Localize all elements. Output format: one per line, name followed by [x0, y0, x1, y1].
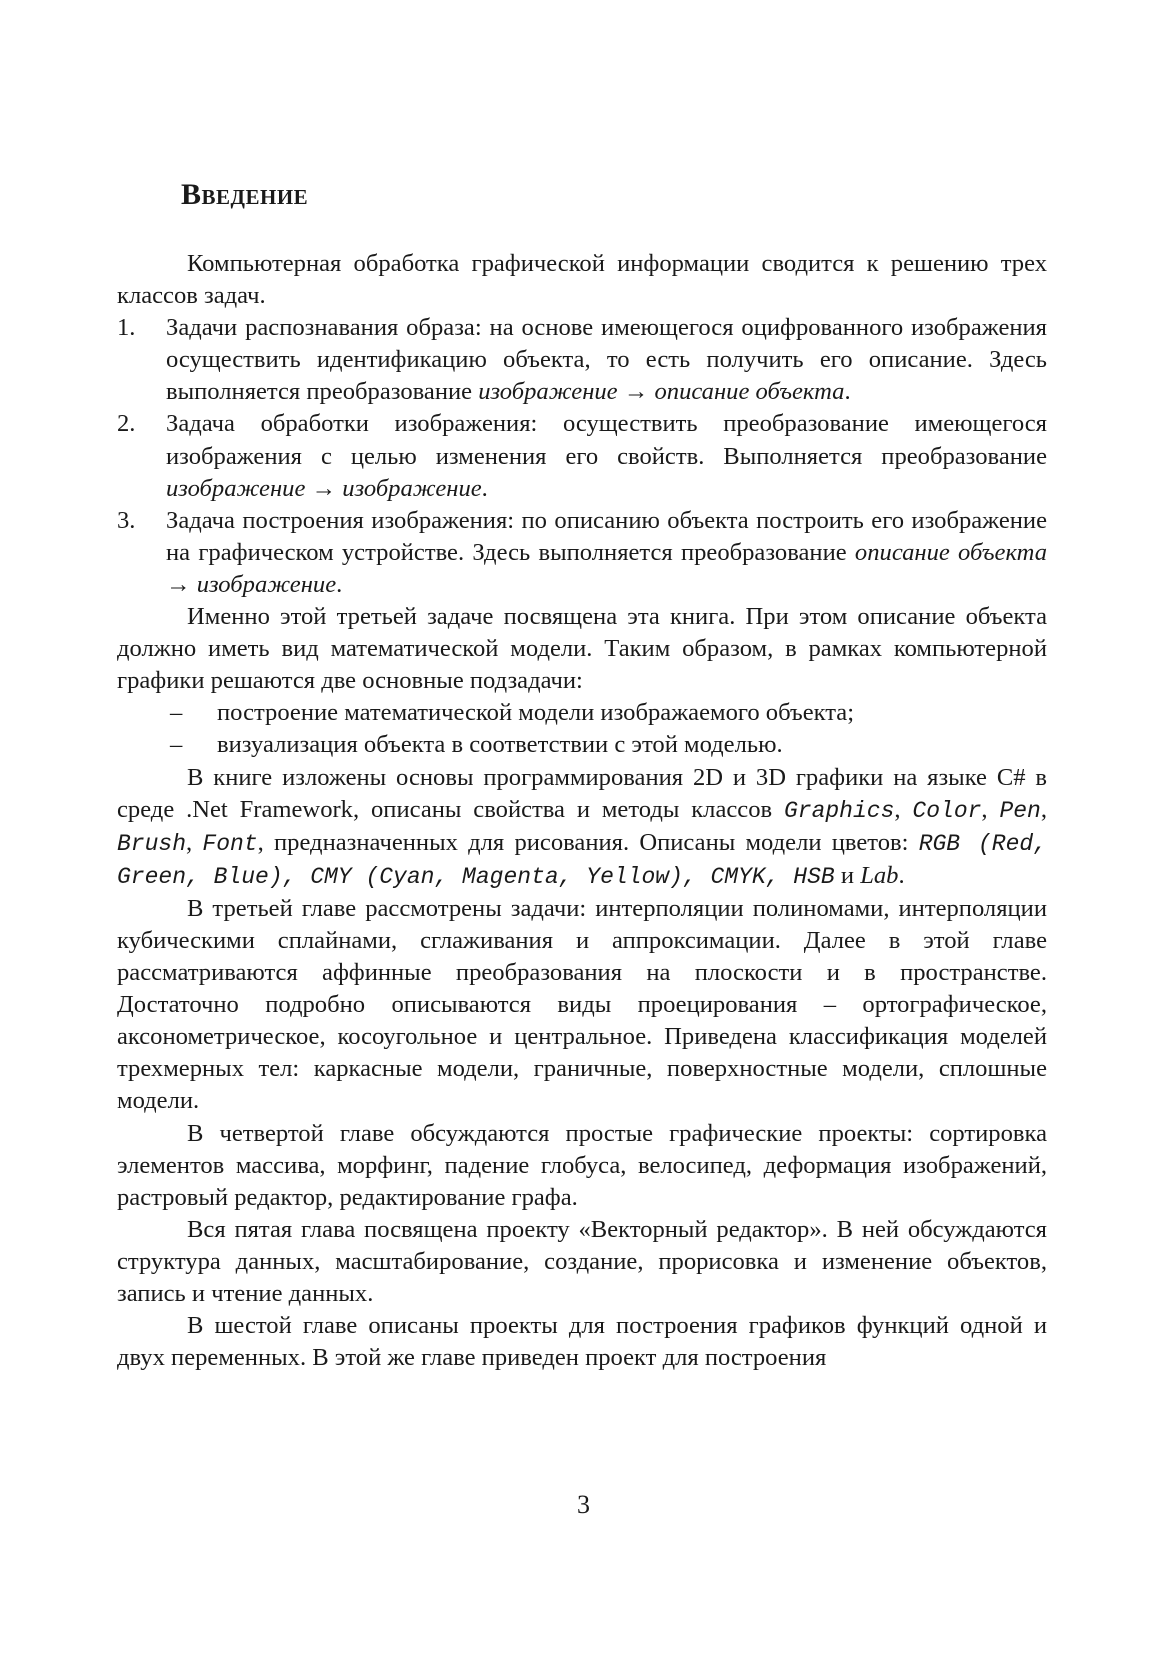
- class-name: Pen: [999, 797, 1041, 824]
- text-run: , предназначенных для рисования. Описаны модели цветов:: [257, 828, 919, 856]
- text-run: ,: [186, 828, 203, 856]
- dash-marker: –: [170, 731, 183, 759]
- page-title: Введение: [181, 178, 309, 211]
- paragraph-book-contents: [117, 762, 1047, 893]
- intro-paragraph: Компьютерная обработка графической информации сводится к решению трех классов задач.: [117, 250, 1047, 310]
- list-item: [117, 408, 1047, 504]
- text-run: ,: [1040, 795, 1048, 823]
- paragraph-chapter-5: Вся пятая глава посвящена проекту «Векторный редактор». В ней обсуждаются структура данных, масштабирование, создание, прорисовка и изменение объектов, запись и чтение данных.: [117, 1215, 1047, 1307]
- class-name: Font: [202, 830, 258, 857]
- task-list: [117, 312, 1047, 601]
- list-item: [117, 505, 1047, 601]
- list-text-end: .: [336, 570, 343, 598]
- paragraph-chapter-3: В третьей главе рассмотрены задачи: интерполяции полиномами, интерполяции кубическими сплайнами, сглаживания и аппроксимации. Далее в этой главе рассматриваются аффинные преобразования на плоскости и в пространстве. Достаточно подробно описываются виды проецирования – ортографическое, аксонометрическое, косоугольное и центральное. Приведена классификация моделей трехмерных тел: каркасные модели, граничные, поверхностные модели, сплошные модели.: [117, 894, 1047, 1115]
- paragraph-chapter-6: В шестой главе описаны проекты для построения графиков функций одной и двух переменных. В этой же главе приведен проект для построения: [117, 1312, 1047, 1372]
- text-run: В книге изложены основы программирования 2D и 3D графики на языке C# в среде .Net Framework, описаны свойства и методы классов: [117, 763, 1047, 823]
- color-model-lab: Lab: [860, 861, 899, 889]
- list-emphasis: изображение → описание объекта: [478, 378, 845, 406]
- list-number: 3.: [117, 506, 136, 534]
- dash-marker: –: [170, 699, 183, 727]
- subtask-list: [117, 697, 1047, 761]
- text-run: и: [834, 861, 861, 889]
- color-models: RGB (Red, Green, Blue), CMY (Cyan, Magenta, Yellow), CMYK, HSB: [117, 830, 1047, 890]
- text-run: .: [898, 861, 905, 889]
- list-text: Задачи распознавания образа: на основе имеющегося оцифрованного изображения осуществить идентификацию объекта, то есть получить его описание. Здесь выполняется преобразование: [166, 314, 1047, 406]
- list-text: Задача построения изображения: по описанию объекта построить его изображение на графическом устройстве. Здесь выполняется преобразование: [166, 506, 1047, 566]
- list-text-end: .: [844, 378, 851, 406]
- paragraph-third-task: Именно этой третьей задаче посвящена эта книга. При этом описание объекта должно иметь вид математической модели. Таким образом, в рамках компьютерной графики решаются две основные подзадачи:: [117, 603, 1047, 695]
- list-emphasis: изображение → изображение: [166, 474, 482, 502]
- body-text: [117, 248, 1047, 1374]
- list-emphasis: описание объекта → изображение: [166, 538, 1048, 598]
- page-number: 3: [577, 1490, 590, 1519]
- list-text: построение математической модели изображаемого объекта;: [217, 699, 855, 727]
- class-name: Brush: [117, 830, 187, 857]
- list-number: 1.: [117, 314, 136, 342]
- list-item: [117, 312, 1047, 408]
- list-text-end: .: [481, 474, 488, 502]
- class-name: Graphics: [783, 797, 895, 824]
- class-name: Color: [912, 797, 982, 824]
- list-text: визуализация объекта в соответствии с этой моделью.: [217, 731, 783, 759]
- text-run: ,: [894, 795, 913, 823]
- list-item: [117, 697, 1047, 729]
- list-item: [117, 729, 1047, 761]
- text-run: ,: [981, 795, 1000, 823]
- list-text: Задача обработки изображения: осуществить преобразование имеющегося изображения с целью изменения его свойств. Выполняется преобразование: [166, 410, 1047, 470]
- paragraph-chapter-4: В четвертой главе обсуждаются простые графические проекты: сортировка элементов массива, морфинг, падение глобуса, велосипед, деформация изображений, растровый редактор, редактирование графа.: [117, 1119, 1047, 1211]
- list-number: 2.: [117, 410, 136, 438]
